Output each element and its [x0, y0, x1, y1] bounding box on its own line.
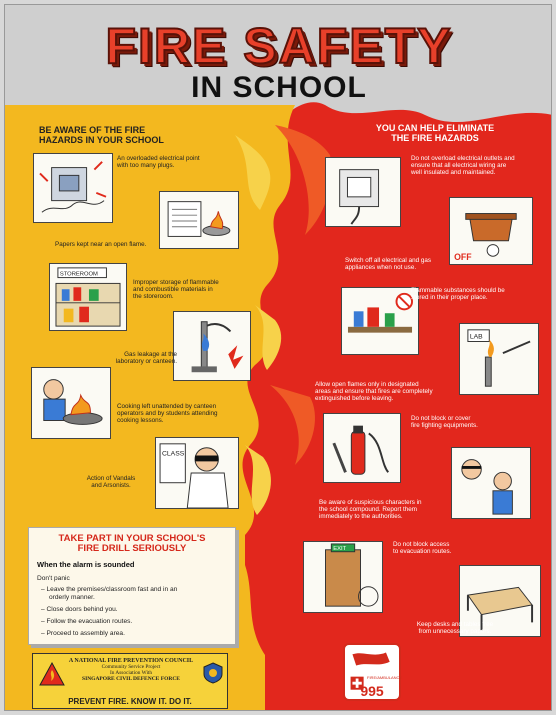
safe-outlet-illustration [325, 157, 401, 227]
left-caption-2: Papers kept near an open flame. [55, 241, 147, 248]
left-caption-5: Cooking left unattended by canteen operators and by students attending cooking lessons. [117, 403, 218, 425]
prevent-fire-slogan: PREVENT FIRE. KNOW IT. DO IT. [32, 695, 228, 709]
left-caption-4: Gas leakage at the laboratory or canteen. [115, 351, 177, 366]
left-column-heading [39, 125, 164, 145]
fire-safety-poster [4, 4, 552, 711]
fire-drill-box [28, 527, 236, 645]
storeroom-sign: STOREROOM [59, 271, 98, 278]
council-banner [32, 653, 228, 697]
evacuation-route-illustration [303, 541, 383, 613]
exit-sign: EXIT [333, 545, 347, 552]
proper-storage-illustration [341, 287, 419, 355]
right-caption-7: Do not block access to evacuation routes. [393, 541, 452, 556]
poster-title: FIRE SAFETY [105, 18, 453, 74]
right-caption-2: Switch off all electrical and gas appliances when not use. [345, 257, 431, 272]
off-label: OFF [454, 252, 472, 263]
right-caption-4: Allow open flames only in designated areas and ensure that fires are completely extinguished before leaving. [315, 381, 433, 403]
left-caption-3: Improper storage of flammable and combustible materials in the storeroom. [133, 279, 219, 301]
right-caption-5: Do not block or cover fire fighting equipments. [411, 415, 478, 430]
left-caption-6: Action of Vandals and Arsonists. [86, 475, 136, 490]
left-heading-line2: HAZARDS IN YOUR SCHOOL [39, 135, 164, 145]
unattended-cooking-illustration [31, 367, 111, 439]
overloaded-outlet-illustration [33, 153, 113, 223]
hotline-badge [343, 643, 401, 701]
right-caption-3: Flammable substances should be stored in their proper place. [411, 287, 505, 302]
gas-leak-illustration [173, 311, 251, 381]
designated-flame-illustration [459, 323, 539, 395]
scdf-crest-icon [203, 662, 223, 684]
fire-drill-subheading: When the alarm is sounded [37, 560, 135, 569]
fire-drill-heading: TAKE PART IN YOUR SCHOOL'S FIRE DRILL SERIOUSLY [58, 533, 206, 554]
lab-sign: LAB [469, 333, 483, 341]
right-column-heading [365, 123, 505, 143]
class-sign: CLASS [162, 450, 185, 458]
poster-subtitle: IN SCHOOL [191, 71, 367, 104]
right-caption-1: Do not overload electrical outlets and ensure that all electrical wiring are well insulated and maintained. [411, 155, 515, 177]
fire-drill-step: – Follow the evacuation routes. [41, 618, 133, 625]
suspicious-character-illustration [451, 447, 531, 519]
fire-drill-step: – Leave the premises/classroom fast and in an orderly manner. [41, 586, 178, 601]
switch-off-illustration [449, 197, 533, 265]
fire-drill-step: – Close doors behind you. [41, 606, 118, 613]
right-heading-line2: THE FIRE HAZARDS [391, 133, 479, 143]
left-caption-1: An overloaded electrical point with too many plugs. [117, 155, 200, 170]
storeroom-illustration [49, 263, 127, 331]
fire-drill-step: – Proceed to assembly area. [41, 630, 125, 637]
fire-drill-intro: Don't panic [37, 575, 70, 582]
right-caption-6: Be aware of suspicious characters in the school compound. Report them immediately to the authorities. [319, 499, 422, 521]
hotline-label: FIRE/AMBULANCE [367, 675, 403, 680]
triangle-fire-logo-icon [39, 662, 65, 686]
left-heading-line1: BE AWARE OF THE FIRE [39, 125, 146, 135]
hotline-number: 995 [360, 683, 384, 699]
right-caption-8: Keep desks and tables free from unnecessary papers. [416, 621, 494, 636]
right-heading-line1: YOU CAN HELP ELIMINATE [375, 123, 495, 133]
vandal-illustration [155, 437, 239, 509]
council-text: A NATIONAL FIRE PREVENTION COUNCIL Community Service Project In Association With SINGAPORE CIVIL DEFENCE FORCE [68, 658, 194, 682]
papers-near-flame-illustration [159, 191, 239, 249]
fire-extinguisher-illustration [323, 413, 401, 483]
